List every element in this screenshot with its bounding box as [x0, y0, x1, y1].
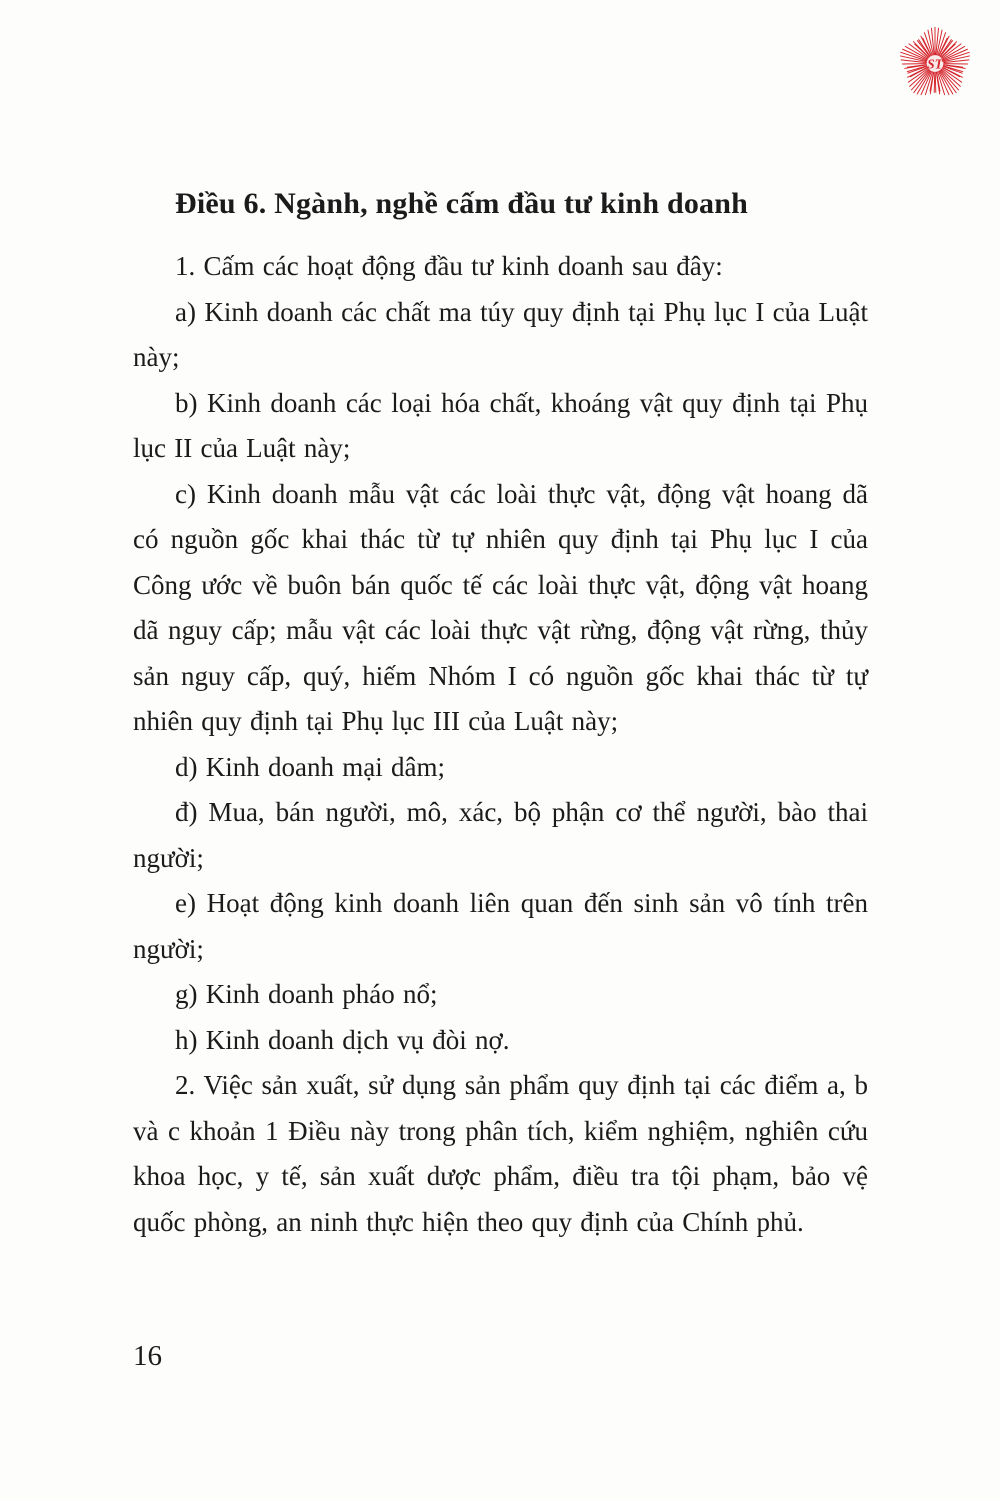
paragraph: d) Kinh doanh mại dâm; [175, 751, 445, 782]
article-body [133, 244, 868, 1245]
paragraph: 1. Cấm các hoạt động đầu tư kinh doanh sau đây: [175, 251, 723, 281]
paragraph: g) Kinh doanh pháo nổ; [175, 979, 438, 1009]
paragraph: a) Kinh doanh các chất ma túy quy định tại Phụ lục I của Luật này; [133, 296, 868, 372]
paragraph: h) Kinh doanh dịch vụ đòi nợ. [175, 1024, 510, 1055]
paragraph: 2. Việc sản xuất, sử dụng sản phẩm quy định tại các điểm a, b và c khoản 1 Điều này trong phân tích, kiểm nghiệm, nghiên cứu khoa học, y tế, sản xuất dược phẩm, điều tra tội phạm, bảo vệ quốc phòng, an ninh thực hiện theo quy định của Chính phủ. [133, 1070, 868, 1237]
paragraph: c) Kinh doanh mẫu vật các loài thực vật, động vật hoang dã có nguồn gốc khai thác từ tự nhiên quy định tại Phụ lục I của Công ước về buôn bán quốc tế các loài thực vật, động vật hoang dã nguy cấp; mẫu vật các loài thực vật rừng, động vật rừng, thủy sản nguy cấp, quý, hiếm Nhóm I có nguồn gốc khai thác từ tự nhiên quy định tại Phụ lục III của Luật này; [133, 478, 868, 736]
article-content [133, 184, 868, 1245]
paragraph: đ) Mua, bán người, mô, xác, bộ phận cơ thể người, bào thai người; [133, 797, 868, 873]
page-number: 16 [133, 1340, 162, 1372]
paragraph: b) Kinh doanh các loại hóa chất, khoáng vật quy định tại Phụ lục II của Luật này; [133, 387, 868, 463]
article-heading: Điều 6. Ngành, nghề cấm đầu tư kinh doanh [175, 187, 749, 220]
publisher-star-logo-icon [891, 22, 979, 112]
paragraph: e) Hoạt động kinh doanh liên quan đến sinh sản vô tính trên người; [133, 888, 868, 964]
logo-monogram: ST [927, 56, 943, 72]
